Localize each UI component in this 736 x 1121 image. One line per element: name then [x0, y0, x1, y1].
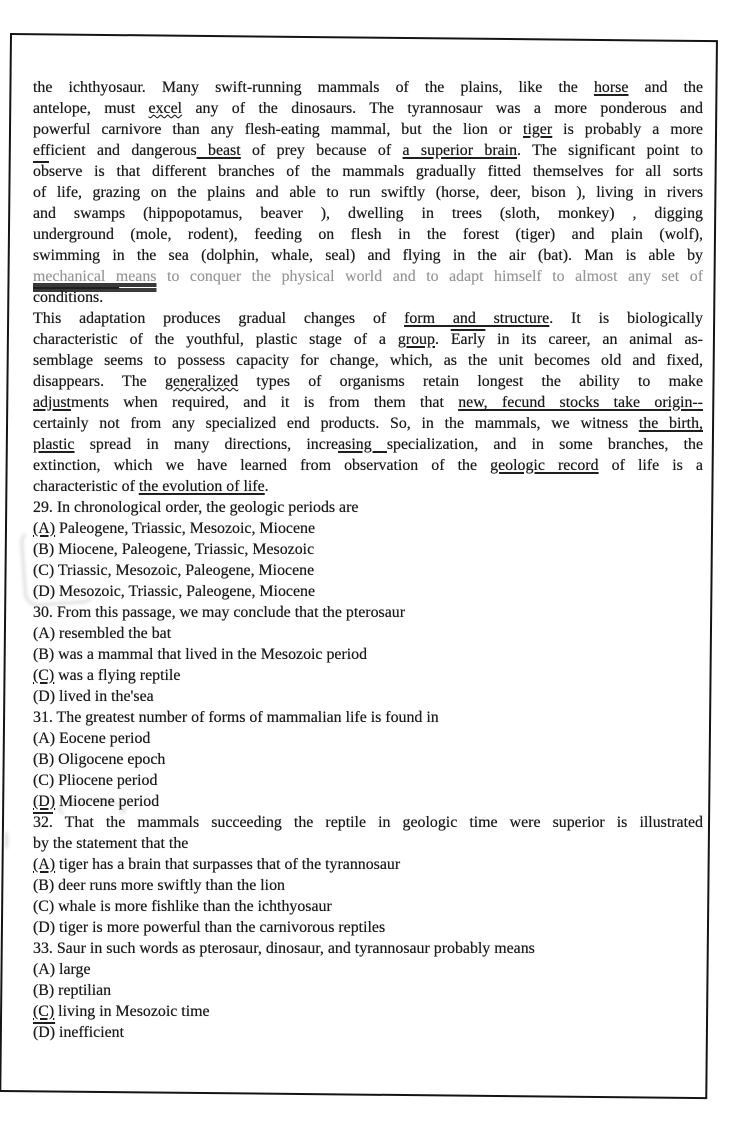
- text-segment: (C) Pliocene period: [33, 772, 158, 789]
- text-segment: Miocene period: [55, 793, 160, 810]
- text-segment: $\overline{ob}$: [33, 163, 49, 180]
- text-segment: This adaptation produces gradual changes of: [33, 310, 405, 327]
- text-segment: disappears. The: [33, 373, 165, 390]
- text-line: [33, 833, 703, 854]
- text-segment: semblage seems to possess capacity for change, which, as the unit becomes old and fixed,: [33, 352, 703, 369]
- text-line: [33, 497, 703, 518]
- text-segment: ments when required, and it is from them that: [70, 394, 459, 411]
- text-segment: .: [434, 331, 451, 348]
- text-segment: (A) Eocene period: [33, 730, 151, 747]
- text-line: [33, 119, 703, 140]
- text-segment: and the: [628, 79, 703, 96]
- text-line: [33, 329, 703, 350]
- text-segment: tiger has a brain that surpasses that of the tyrannosaur: [55, 856, 401, 873]
- text-segment: specialization, and in some branches, the: [386, 436, 703, 453]
- text-segment: horse: [593, 79, 629, 96]
- text-line: [33, 350, 703, 371]
- text-segment: serve is that different branches of the mammals gradually fitted themselves for all sorts: [48, 163, 703, 180]
- text-segment: (C): [33, 667, 55, 684]
- text-line: [33, 623, 703, 644]
- text-segment: (C) Triassic, Mesozoic, Paleogene, Miocene: [33, 562, 315, 579]
- text-segment: in its career, an animal as-: [485, 331, 703, 348]
- scan-artifact: [5, 832, 8, 848]
- text-segment: . The significant point to: [517, 142, 703, 159]
- text-line: [33, 203, 703, 224]
- text-segment: beast: [196, 142, 241, 159]
- text-segment: 33. Saur in such words as pterosaur, dinosaur, and tyrannosaur probably means: [33, 940, 535, 957]
- text-line: [33, 266, 703, 287]
- text-line: [33, 854, 703, 875]
- text-line: [33, 602, 703, 623]
- text-segment: geologic record: [490, 457, 599, 474]
- text-segment: characteristic of: [33, 478, 139, 495]
- text-segment: asing: [338, 436, 387, 453]
- text-segment: characteristic of the youthful, plastic stage of a: [33, 331, 398, 348]
- text-segment: antelope, must: [33, 100, 149, 117]
- text-segment: [103, 289, 119, 306]
- text-line: [33, 917, 703, 938]
- text-segment: 29. In chronological order, the geologic periods are: [33, 499, 359, 516]
- text-segment: (D) Mesozoic, Triassic, Paleogene, Miocene: [33, 583, 315, 600]
- text-segment: inefficient: [55, 1024, 125, 1041]
- text-segment: swimming in the sea (dolphin, whale, seal) and flying in the air (bat). Man is able by: [33, 247, 703, 264]
- text-segment: (B) deer runs more swiftly than the lion: [33, 877, 285, 894]
- text-segment: of prey because of: [240, 142, 403, 159]
- text-segment: 32.: [33, 814, 53, 831]
- text-segment: (D): [33, 1024, 56, 1041]
- text-segment: is probably a more: [552, 121, 703, 138]
- text-line: [33, 665, 703, 686]
- text-segment: certainly not from any specialized end products. So, in the mammals, we witness: [33, 415, 639, 432]
- text-segment: to conquer the physical world and to adapt himself to almost any set of: [156, 268, 703, 285]
- text-line: [33, 308, 703, 329]
- text-segment: the birth,: [638, 415, 703, 432]
- text-line: [33, 980, 703, 1001]
- text-segment: (D): [33, 793, 56, 810]
- text-line: [33, 539, 703, 560]
- text-segment: (A) resembled the bat: [33, 625, 172, 642]
- text-line: [33, 896, 703, 917]
- text-line: [33, 182, 703, 203]
- text-line: [33, 728, 703, 749]
- text-segment: That the mammals succeeding the reptile in geologic time were superior is illustrated: [52, 814, 703, 831]
- text-segment: (A): [33, 520, 56, 537]
- text-segment: (D) lived in the'sea: [33, 688, 154, 705]
- text-line: [33, 140, 703, 161]
- text-segment: excel: [148, 100, 183, 117]
- text-segment: efficient and dangerous: [33, 142, 197, 159]
- text-segment: by the statement that the: [33, 835, 189, 852]
- text-segment: generalized: [164, 373, 239, 390]
- text-line: [33, 875, 703, 896]
- text-segment: underground (mole, rodent), feeding on flesh in the forest (tiger) and plain (wolf),: [33, 226, 703, 243]
- text-line: [33, 770, 703, 791]
- text-segment: (C): [33, 1003, 55, 1020]
- text-segment: conditions.: [33, 289, 104, 306]
- text-line: [33, 161, 703, 182]
- text-segment: a superior brain: [402, 142, 518, 159]
- text-segment: .: [264, 478, 269, 495]
- text-segment: and swamps (hippopotamus, beaver ), dwelling in trees (sloth, monkey) , digging: [33, 205, 703, 222]
- text-segment: adjust: [33, 394, 71, 411]
- text-segment: tiger: [523, 121, 553, 138]
- text-line: [33, 959, 703, 980]
- text-line: [33, 938, 703, 959]
- text-segment: form and structure: [404, 310, 550, 327]
- text-line: [33, 245, 703, 266]
- text-line: [33, 476, 703, 497]
- text-line: [33, 287, 703, 308]
- text-segment: new, fecund stocks take origin--: [458, 394, 703, 411]
- text-line: [33, 224, 703, 245]
- text-segment: living in Mesozoic time: [54, 1003, 210, 1020]
- text-line: [33, 434, 703, 455]
- text-line: [33, 518, 703, 539]
- text-line: [33, 98, 703, 119]
- text-segment: (C) whale is more fishlike than the ichthyosaur: [33, 898, 332, 915]
- text-segment: (A): [33, 856, 56, 873]
- text-segment: (D) tiger is more powerful than the carnivorous reptiles: [33, 919, 386, 936]
- text-line: [33, 371, 703, 392]
- text-segment: (A) large: [33, 961, 91, 978]
- text-segment: (B) was a mammal that lived in the Mesozoic period: [33, 646, 368, 663]
- text-line: [33, 707, 703, 728]
- text-segment: types of organisms retain longest the ability to make: [238, 373, 703, 390]
- text-line: [33, 560, 703, 581]
- text-segment: mechanical means: [33, 268, 157, 285]
- text-line: [33, 413, 703, 434]
- text-segment: spread in many directions, incre: [74, 436, 339, 453]
- text-line: [33, 644, 703, 665]
- text-segment: any of the dinosaurs. The tyrannosaur was a more ponderous and: [182, 100, 703, 117]
- text-segment: extinction, which we have learned from observation of the: [33, 457, 491, 474]
- text-block: [33, 77, 703, 1043]
- text-line: [33, 812, 703, 833]
- text-segment: 30. From this passage, we may conclude that the pterosaur: [33, 604, 406, 621]
- text-line: [33, 749, 703, 770]
- text-segment: of life, grazing on the plains and able to run swiftly (horse, deer, bison ), living in rivers: [33, 184, 703, 201]
- text-line: [33, 455, 703, 476]
- text-line: [33, 392, 703, 413]
- text-line: [33, 686, 703, 707]
- text-segment: . It is biologically: [549, 310, 703, 327]
- text-segment: Paleogene, Triassic, Mesozoic, Miocene: [55, 520, 315, 537]
- text-line: [33, 581, 703, 602]
- text-segment: was a flying reptile: [54, 667, 181, 684]
- text-segment: (B) reptilian: [33, 982, 112, 999]
- text-segment: powerful carnivore than any flesh-eating mammal, but the lion or: [33, 121, 524, 138]
- text-line: [33, 1001, 703, 1022]
- text-line: [33, 791, 703, 812]
- text-segment: of life is a: [598, 457, 703, 474]
- text-line: [33, 77, 703, 98]
- text-segment: group: [397, 331, 435, 348]
- text-segment: (B) Oligocene epoch: [33, 751, 166, 768]
- text-line: [33, 1022, 703, 1043]
- text-segment: Early: [450, 331, 486, 348]
- text-segment: the ichthyosaur. Many swift-running mammals of the plains, like the: [33, 79, 594, 96]
- text-segment: the evolution of life: [138, 478, 265, 495]
- text-segment: 31. The greatest number of forms of mammalian life is found in: [33, 709, 439, 726]
- text-segment: plastic: [33, 436, 75, 453]
- text-segment: (B) Miocene, Paleogene, Triassic, Mesozoic: [33, 541, 315, 558]
